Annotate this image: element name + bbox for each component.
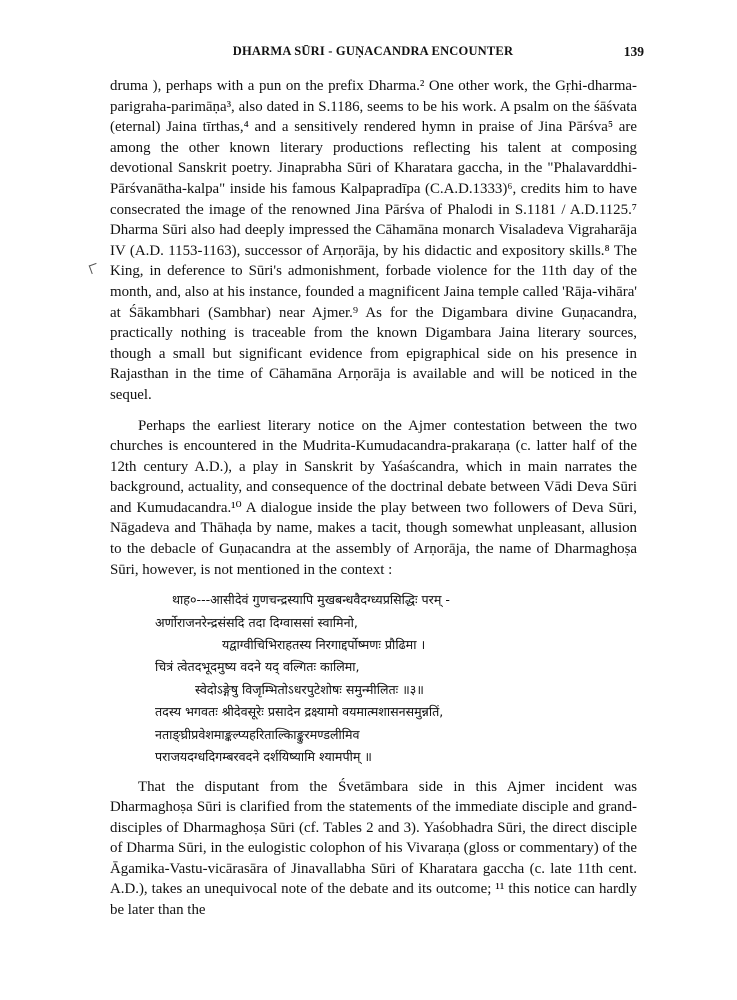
verse-line-7: नताङ्घ्रीप्रवेशमाङ्कल्प्यहरिताल्किाङ्कुरमण्डलीमिव bbox=[155, 726, 360, 742]
paragraph-gap bbox=[110, 406, 637, 416]
verse-line-3: यद्वाग्वीचिभिराहतस्य निरगाद्दर्पोष्मणः प्रौढिमा । bbox=[222, 637, 426, 653]
verse-line-4: चित्रं त्वेतदभूदमुष्य वदने यद् वल्गितः कालिमा, bbox=[155, 659, 360, 675]
verse-line-6: तदस्य भगवतः श्रीदेवसूरेः प्रसादेन द्रक्ष्यामो वयमात्मशासनसमुन्नतिं, bbox=[155, 704, 444, 720]
verse-line-5: स्वेदोऽङ्गेषु विजृम्भितोऽधरपुटेशोषः समुन्मीलितः ॥३॥ bbox=[195, 681, 424, 697]
verse-line-1: थाह०---आसीदेवं गुणचन्द्रस्यापि मुखबन्धवैदग्ध्यप्रसिद्धिः परम् - bbox=[172, 592, 450, 608]
verse-line-2: अर्णोराजनरेन्द्रसंसदि तदा दिग्वाससां स्वामिनो, bbox=[155, 614, 358, 630]
running-title: DHARMA SŪRI - GUṆACANDRA ENCOUNTER bbox=[232, 44, 514, 58]
page-number: 139 bbox=[623, 44, 644, 59]
sanskrit-verse bbox=[110, 589, 637, 768]
verse-line-8: पराजयदग्धदिगम्बरवदने दर्शयिष्यामि श्यामपीम् ॥ bbox=[155, 749, 372, 765]
paragraph-3: That the disputant from the Śvetāmbara side in this Ajmer incident was Dharmaghoṣa Sūri is clarified from the statements of the immediate disciple and grand-disciples of Dharmaghoṣa Sūri (cf. Tables 2 and 3). Yaśobhadra Sūri, the direct disciple of Dharma Sūri, in the eulogistic colophon of his Vivaraṇa (gloss or commentary) of the Āgamika-Vastu-vicārasāra of Jinavallabha Sūri of Kharatara gaccha (c. late 11th cent. A.D.), takes an unequivocal note of the debate and its outcome; ¹¹ this notice can hardly be later than the bbox=[110, 778, 637, 919]
margin-mark bbox=[89, 263, 100, 274]
page-body bbox=[110, 76, 637, 921]
paragraph-2: Perhaps the earliest literary notice on the Ajmer contestation between the two churches is encountered in the Mudrita-Kumudacandra-prakaraṇa (c. latter half of the 12th century A.D.), a play in Sanskrit by Yaśaścandra, which in main narrates the background, actuality, and consequence of the doctrinal debate between Vādi Deva Sūri and Kumudacandra.¹⁰ A dialogue inside the play between two followers of Deva Sūri, Nāgadeva and Thāhaḍa by name, makes a tacit, though somewhat unpleasant, allusion to the debacle of Guṇacandra at the assembly of Arṇorāja, the name of Dharmaghoṣa Sūri, however, is not mentioned in the context : bbox=[110, 417, 637, 578]
paragraph-1: druma ), perhaps with a pun on the prefix Dharma.² One other work, the Gṛhi-dharma-parigraha-parimāṇa³, also dated in S.1186, seems to be his work. A psalm on the śāśvata (eternal) Jaina tīrthas,⁴ and a sensitively rendered hymn in praise of Jina Pārśva⁵ are among the other known literary productions reflecting his talent at composing devotional Sanskrit poetry. Jinaprabha Sūri of Kharatara gaccha, in the "Phalavarddhi-Pārśvanātha-kalpa" inside his famous Kalpapradīpa (C.A.D.1333)⁶, credits him to have consecrated the image of the renowned Jina Pārśva of Phalodi in S.1181 / A.D.1125.⁷ Dharma Sūri also had deeply impressed the Cāhamāna monarch Visaladeva Vigraharāja IV (A.D. 1153-1163), successor of Arṇorāja, by his didactic and expository skills.⁸ The King, in deference to Sūri's admonishment, forbade violence for the 11th day of the month, and, also at his instance, founded a magnificent Jaina temple called 'Rāja-vihāra' at Śākambhari (Sambhar) near Ajmer.⁹ As for the Digambara divine Guṇacandra, practically nothing is traceable from the known Digambara Jaina literary sources, though a small but significant evidence from epigraphical side on his presence in Rajasthan in the time of Cāhamāna Arṇorāja is available and will be noticed in the sequel. bbox=[110, 78, 637, 403]
running-header bbox=[108, 44, 644, 64]
